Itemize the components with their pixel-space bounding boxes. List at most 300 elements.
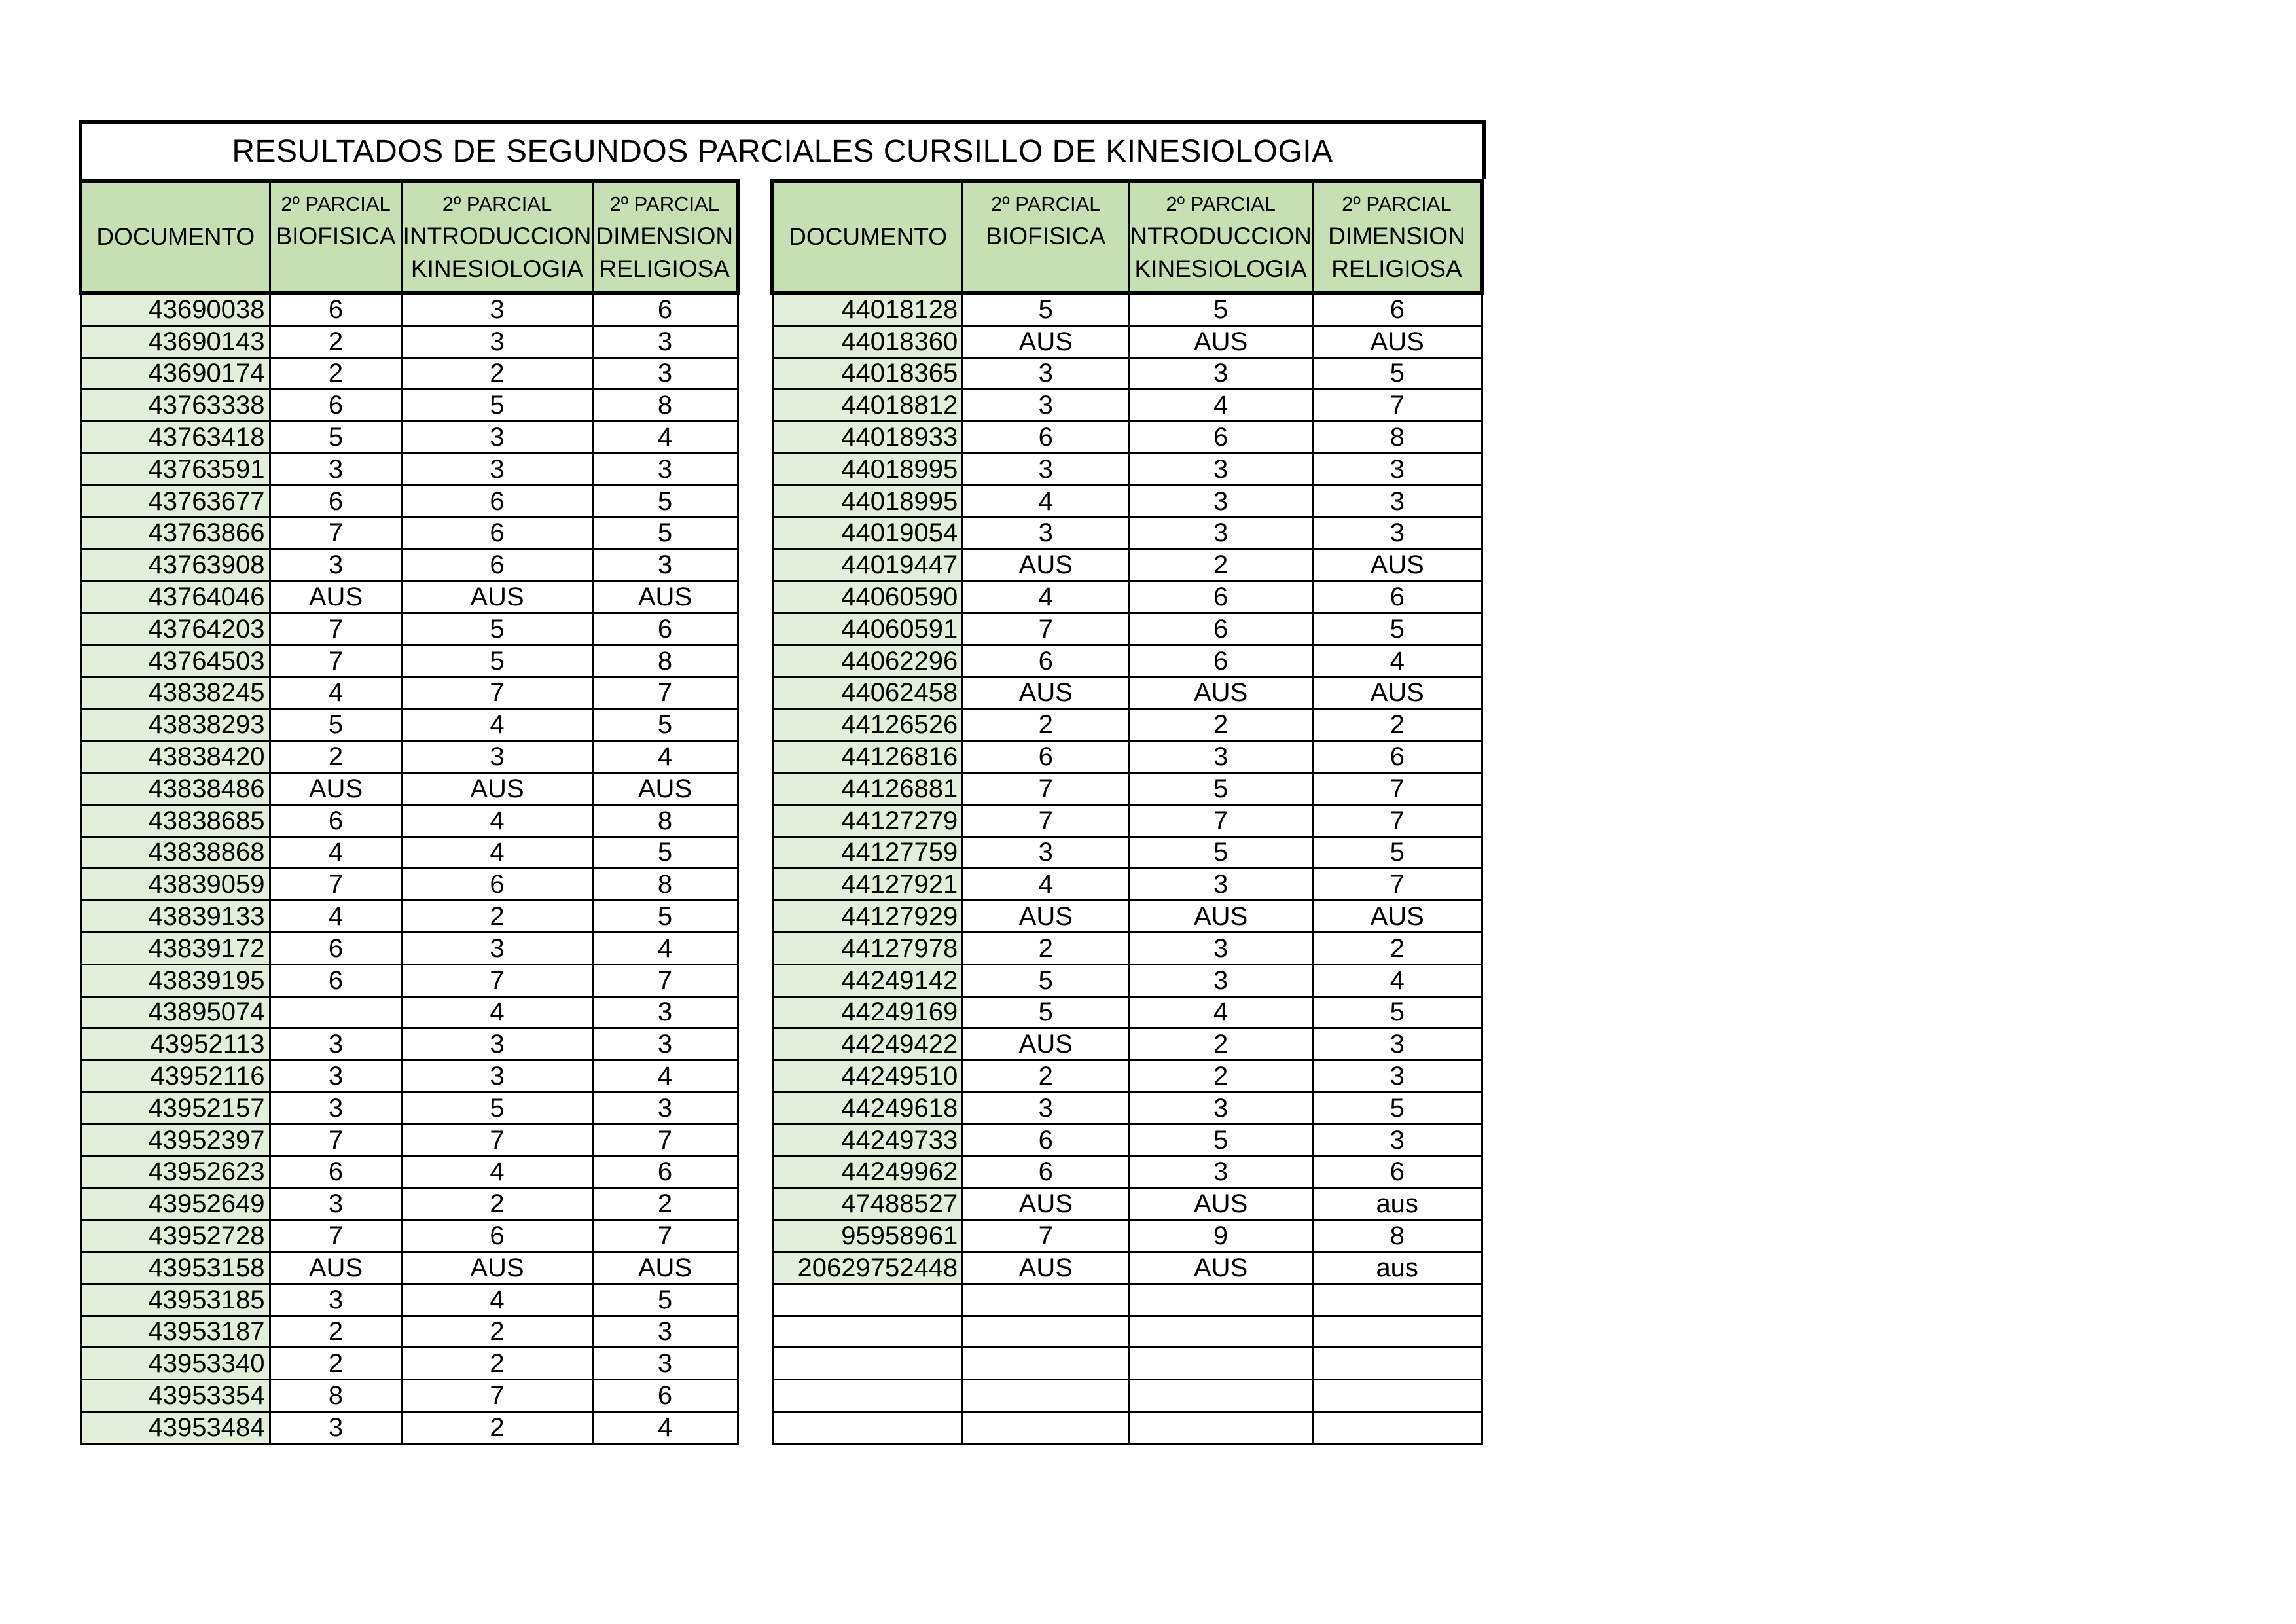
introduccion-cell: 5 [1129, 1124, 1312, 1156]
documento-cell: 43895074 [81, 996, 270, 1028]
table-row [772, 901, 1482, 933]
introduccion-cell: AUS [1129, 677, 1312, 709]
table-row [772, 677, 1482, 709]
dimension-cell: AUS [1312, 325, 1482, 357]
introduccion-cell: 4 [402, 1284, 592, 1316]
dimension-cell: 6 [1312, 293, 1482, 325]
introduccion-cell: 3 [1129, 932, 1312, 964]
left-results-table [79, 179, 740, 1445]
introduccion-cell: 3 [1129, 741, 1312, 773]
table-row [772, 422, 1482, 454]
table-row [772, 325, 1482, 357]
documento-cell: 44018128 [772, 293, 963, 325]
introduccion-cell: 2 [402, 901, 592, 933]
dimension-cell: 7 [592, 1124, 738, 1156]
introduccion-cell: 2 [402, 1316, 592, 1348]
dimension-cell: AUS [1312, 677, 1482, 709]
biofisica-cell [963, 1411, 1129, 1443]
documento-cell: 43763866 [81, 517, 270, 549]
table-row [81, 1220, 738, 1252]
table-row [81, 1316, 738, 1348]
introduccion-cell [1129, 1316, 1312, 1348]
biofisica-cell: 4 [963, 581, 1129, 613]
documento-cell: 43953158 [81, 1252, 270, 1284]
biofisica-cell: 7 [963, 613, 1129, 645]
introduccion-cell: 4 [402, 709, 592, 741]
table-row [772, 1380, 1482, 1412]
table-row [81, 517, 738, 549]
documento-cell [772, 1284, 963, 1316]
dimension-cell: 3 [1312, 517, 1482, 549]
table-row [81, 709, 738, 741]
introduccion-cell: AUS [402, 1252, 592, 1284]
documento-cell: 43838868 [81, 837, 270, 869]
introduccion-cell: 3 [402, 325, 592, 357]
introduccion-cell: 3 [402, 1060, 592, 1092]
right-results-table [770, 179, 1484, 1445]
introduccion-cell: 2 [1129, 1060, 1312, 1092]
introduccion-cell: 2 [402, 357, 592, 389]
table-row [772, 772, 1482, 804]
biofisica-cell: AUS [963, 901, 1129, 933]
biofisica-cell: 6 [270, 1156, 402, 1188]
table-row [772, 485, 1482, 517]
table-row [81, 613, 738, 645]
introduccion-cell: 5 [1129, 837, 1312, 869]
biofisica-cell: 5 [963, 293, 1129, 325]
dimension-cell: 3 [592, 549, 738, 581]
biofisica-cell: 5 [270, 709, 402, 741]
biofisica-cell: 7 [270, 869, 402, 901]
introduccion-cell: AUS [402, 772, 592, 804]
introduccion-cell: 5 [402, 613, 592, 645]
biofisica-cell: 6 [270, 293, 402, 325]
biofisica-cell: 6 [270, 485, 402, 517]
introduccion-cell: 2 [1129, 709, 1312, 741]
biofisica-cell: 3 [270, 453, 402, 485]
table-row [772, 1284, 1482, 1316]
documento-cell: 43839059 [81, 869, 270, 901]
documento-cell: 43952116 [81, 1060, 270, 1092]
documento-cell: 44127759 [772, 837, 963, 869]
biofisica-cell: 3 [270, 1060, 402, 1092]
documento-cell: 44126816 [772, 741, 963, 773]
table-row [772, 293, 1482, 325]
header-dimension-religiosa: 2º PARCIAL DIMENSION RELIGIOSA [592, 181, 738, 293]
biofisica-cell: 6 [963, 1156, 1129, 1188]
biofisica-cell [270, 996, 402, 1028]
table-row [772, 804, 1482, 837]
documento-cell: 43763338 [81, 389, 270, 422]
introduccion-cell: 3 [402, 422, 592, 454]
documento-cell: 43953185 [81, 1284, 270, 1316]
biofisica-cell: AUS [963, 1188, 1129, 1220]
introduccion-cell: 2 [402, 1348, 592, 1380]
introduccion-cell: 7 [402, 1380, 592, 1412]
introduccion-cell: AUS [1129, 1188, 1312, 1220]
documento-cell: 44127279 [772, 804, 963, 837]
introduccion-cell: 3 [1129, 453, 1312, 485]
documento-cell: 44060591 [772, 613, 963, 645]
dimension-cell: 8 [1312, 1220, 1482, 1252]
biofisica-cell: 3 [270, 1284, 402, 1316]
introduccion-cell: 5 [1129, 772, 1312, 804]
dimension-cell: 5 [1312, 996, 1482, 1028]
table-row [772, 996, 1482, 1028]
documento-cell: 44018360 [772, 325, 963, 357]
documento-cell: 43952728 [81, 1220, 270, 1252]
table-row [81, 1060, 738, 1092]
table-row [81, 357, 738, 389]
documento-cell: 43838486 [81, 772, 270, 804]
biofisica-cell: 7 [270, 613, 402, 645]
table-row [81, 1411, 738, 1443]
documento-cell: 43838420 [81, 741, 270, 773]
biofisica-cell: 3 [963, 1092, 1129, 1124]
dimension-cell [1312, 1316, 1482, 1348]
introduccion-cell: 6 [1129, 422, 1312, 454]
documento-cell: 44062296 [772, 645, 963, 677]
documento-cell: 43952113 [81, 1028, 270, 1060]
dimension-cell: 4 [1312, 964, 1482, 996]
biofisica-cell: 2 [270, 1348, 402, 1380]
dimension-cell: 3 [592, 1316, 738, 1348]
biofisica-cell: 3 [963, 357, 1129, 389]
documento-cell: 43763908 [81, 549, 270, 581]
introduccion-cell: 7 [402, 964, 592, 996]
documento-cell: 44126526 [772, 709, 963, 741]
table-row [772, 389, 1482, 422]
table-row [81, 645, 738, 677]
documento-cell: 44062458 [772, 677, 963, 709]
table-row [772, 1124, 1482, 1156]
biofisica-cell: 3 [270, 1411, 402, 1443]
dimension-cell: aus [1312, 1252, 1482, 1284]
dimension-cell: aus [1312, 1188, 1482, 1220]
dimension-cell: 6 [592, 613, 738, 645]
biofisica-cell: 4 [270, 901, 402, 933]
table-row [772, 837, 1482, 869]
introduccion-cell: 3 [1129, 964, 1312, 996]
biofisica-cell: 5 [963, 964, 1129, 996]
left-table-body [81, 293, 738, 1443]
table-row [772, 357, 1482, 389]
table-row [81, 325, 738, 357]
dimension-cell: 3 [592, 1348, 738, 1380]
documento-cell: 43838685 [81, 804, 270, 837]
introduccion-cell: 5 [1129, 293, 1312, 325]
biofisica-cell: 3 [270, 1092, 402, 1124]
table-row [81, 293, 738, 325]
introduccion-cell: 7 [402, 1124, 592, 1156]
table-row [772, 1156, 1482, 1188]
documento-cell [772, 1380, 963, 1412]
table-row [81, 1092, 738, 1124]
documento-cell: 95958961 [772, 1220, 963, 1252]
table-row [81, 1028, 738, 1060]
documento-cell: 44018995 [772, 485, 963, 517]
right-table-body [772, 293, 1482, 1443]
biofisica-cell: AUS [963, 549, 1129, 581]
introduccion-cell: 9 [1129, 1220, 1312, 1252]
documento-cell: 43953340 [81, 1348, 270, 1380]
introduccion-cell: 7 [1129, 804, 1312, 837]
introduccion-cell: 5 [402, 389, 592, 422]
dimension-cell: 2 [1312, 932, 1482, 964]
biofisica-cell: 7 [270, 1220, 402, 1252]
dimension-cell: 3 [1312, 1060, 1482, 1092]
dimension-cell: 5 [592, 901, 738, 933]
biofisica-cell: 6 [963, 1124, 1129, 1156]
dimension-cell: 7 [1312, 804, 1482, 837]
introduccion-cell: AUS [1129, 1252, 1312, 1284]
biofisica-cell: AUS [270, 772, 402, 804]
introduccion-cell: 4 [1129, 996, 1312, 1028]
dimension-cell: 4 [592, 422, 738, 454]
dimension-cell: 7 [592, 964, 738, 996]
dimension-cell: 8 [1312, 422, 1482, 454]
dimension-cell: 6 [1312, 581, 1482, 613]
biofisica-cell: 2 [270, 741, 402, 773]
table-row [772, 1252, 1482, 1284]
dimension-cell: 7 [592, 1220, 738, 1252]
introduccion-cell: 2 [402, 1411, 592, 1443]
documento-cell: 44018933 [772, 422, 963, 454]
introduccion-cell: 4 [402, 837, 592, 869]
table-row [81, 677, 738, 709]
table-row [81, 901, 738, 933]
introduccion-cell: 3 [402, 741, 592, 773]
introduccion-cell: 6 [402, 485, 592, 517]
introduccion-cell: 3 [402, 1028, 592, 1060]
dimension-cell [1312, 1411, 1482, 1443]
header-introduccion-kinesiologia: 2º PARCIAL INTRODUCCION KINESIOLOGIA [402, 181, 592, 293]
table-row [772, 1092, 1482, 1124]
biofisica-cell: AUS [270, 581, 402, 613]
dimension-cell: 7 [1312, 389, 1482, 422]
documento-cell: 20629752448 [772, 1252, 963, 1284]
dimension-cell: AUS [1312, 901, 1482, 933]
dimension-cell: AUS [592, 772, 738, 804]
introduccion-cell: 6 [402, 549, 592, 581]
header-documento: DOCUMENTO [81, 181, 270, 293]
documento-cell: 43764503 [81, 645, 270, 677]
table-row [81, 932, 738, 964]
biofisica-cell [963, 1284, 1129, 1316]
biofisica-cell: 2 [270, 357, 402, 389]
documento-cell: 43839195 [81, 964, 270, 996]
documento-cell [772, 1316, 963, 1348]
dimension-cell: 3 [592, 1028, 738, 1060]
documento-cell [772, 1348, 963, 1380]
dimension-cell: AUS [592, 1252, 738, 1284]
documento-cell: 43952623 [81, 1156, 270, 1188]
documento-cell: 44249422 [772, 1028, 963, 1060]
dimension-cell: 6 [1312, 741, 1482, 773]
biofisica-cell: 7 [270, 517, 402, 549]
introduccion-cell: 3 [402, 932, 592, 964]
introduccion-cell: 3 [1129, 869, 1312, 901]
introduccion-cell: 2 [1129, 1028, 1312, 1060]
dimension-cell: 5 [592, 1284, 738, 1316]
header-introduccion-kinesiologia: 2º PARCIAL NTRODUCCION KINESIOLOGIA [1129, 181, 1312, 293]
dimension-cell: 3 [1312, 1124, 1482, 1156]
table-row [81, 1252, 738, 1284]
biofisica-cell: AUS [270, 1252, 402, 1284]
introduccion-cell: 4 [402, 804, 592, 837]
table-row [772, 741, 1482, 773]
dimension-cell: 6 [1312, 1156, 1482, 1188]
dimension-cell: 7 [1312, 869, 1482, 901]
introduccion-cell: 7 [402, 677, 592, 709]
dimension-cell: 8 [592, 645, 738, 677]
documento-cell: 44060590 [772, 581, 963, 613]
table-row [772, 1028, 1482, 1060]
introduccion-cell: 3 [1129, 357, 1312, 389]
biofisica-cell: 6 [270, 932, 402, 964]
introduccion-cell [1129, 1380, 1312, 1412]
table-header-row [772, 181, 1482, 293]
table-row [81, 772, 738, 804]
biofisica-cell: AUS [963, 325, 1129, 357]
biofisica-cell: 3 [963, 389, 1129, 422]
table-header-row [81, 181, 738, 293]
dimension-cell: AUS [592, 581, 738, 613]
introduccion-cell: 6 [402, 869, 592, 901]
introduccion-cell: 5 [402, 645, 592, 677]
dimension-cell: 3 [592, 996, 738, 1028]
introduccion-cell [1129, 1348, 1312, 1380]
table-row [772, 453, 1482, 485]
table-row [772, 1348, 1482, 1380]
table-row [81, 453, 738, 485]
table-row [772, 1060, 1482, 1092]
documento-cell: 43764046 [81, 581, 270, 613]
documento-cell: 43763418 [81, 422, 270, 454]
header-biofisica: 2º PARCIAL BIOFISICA [270, 181, 402, 293]
table-row [772, 869, 1482, 901]
dimension-cell: 3 [592, 1092, 738, 1124]
documento-cell: 43952157 [81, 1092, 270, 1124]
table-row [772, 645, 1482, 677]
dimension-cell: 5 [1312, 837, 1482, 869]
table-row [772, 549, 1482, 581]
introduccion-cell: 3 [1129, 517, 1312, 549]
table-row [81, 996, 738, 1028]
table-row [81, 1380, 738, 1412]
dimension-cell: 4 [1312, 645, 1482, 677]
biofisica-cell: 6 [963, 741, 1129, 773]
documento-cell: 44249962 [772, 1156, 963, 1188]
dimension-cell: 8 [592, 869, 738, 901]
sheet-title: RESULTADOS DE SEGUNDOS PARCIALES CURSILLO DE KINESIOLOGIA [79, 120, 1486, 179]
documento-cell: 43838245 [81, 677, 270, 709]
documento-cell: 44249169 [772, 996, 963, 1028]
introduccion-cell: 4 [402, 996, 592, 1028]
table-row [81, 964, 738, 996]
table-row [81, 485, 738, 517]
introduccion-cell: AUS [402, 581, 592, 613]
dimension-cell: 3 [1312, 453, 1482, 485]
introduccion-cell: 3 [1129, 1092, 1312, 1124]
table-row [81, 869, 738, 901]
biofisica-cell: 6 [270, 964, 402, 996]
introduccion-cell [1129, 1411, 1312, 1443]
dimension-cell [1312, 1380, 1482, 1412]
introduccion-cell: 6 [402, 1220, 592, 1252]
table-row [772, 709, 1482, 741]
dimension-cell: 2 [1312, 709, 1482, 741]
documento-cell: 43953354 [81, 1380, 270, 1412]
introduccion-cell: AUS [1129, 325, 1312, 357]
introduccion-cell: AUS [1129, 901, 1312, 933]
introduccion-cell: 6 [402, 517, 592, 549]
biofisica-cell: 6 [270, 389, 402, 422]
dimension-cell: 5 [592, 837, 738, 869]
documento-cell: 44127929 [772, 901, 963, 933]
dimension-cell: 7 [592, 677, 738, 709]
dimension-cell: 5 [1312, 357, 1482, 389]
table-row [81, 837, 738, 869]
biofisica-cell: 3 [963, 453, 1129, 485]
biofisica-cell: 4 [270, 837, 402, 869]
dimension-cell: 5 [1312, 1092, 1482, 1124]
biofisica-cell: 2 [270, 325, 402, 357]
dimension-cell: 7 [1312, 772, 1482, 804]
biofisica-cell [963, 1380, 1129, 1412]
biofisica-cell: 3 [963, 517, 1129, 549]
dimension-cell: 6 [592, 293, 738, 325]
documento-cell: 44127921 [772, 869, 963, 901]
dimension-cell: 5 [592, 517, 738, 549]
dimension-cell: 5 [592, 485, 738, 517]
dimension-cell: 6 [592, 1380, 738, 1412]
table-row [772, 517, 1482, 549]
dimension-cell: 3 [1312, 485, 1482, 517]
introduccion-cell: 2 [1129, 549, 1312, 581]
table-row [81, 1124, 738, 1156]
documento-cell: 44249510 [772, 1060, 963, 1092]
table-row [772, 1411, 1482, 1443]
table-row [81, 581, 738, 613]
dimension-cell [1312, 1284, 1482, 1316]
biofisica-cell: 6 [270, 804, 402, 837]
dimension-cell: 2 [592, 1188, 738, 1220]
introduccion-cell: 6 [1129, 581, 1312, 613]
dimension-cell: 6 [592, 1156, 738, 1188]
dimension-cell: 3 [592, 325, 738, 357]
biofisica-cell: AUS [963, 1252, 1129, 1284]
documento-cell [772, 1411, 963, 1443]
documento-cell: 43953484 [81, 1411, 270, 1443]
introduccion-cell: 6 [1129, 613, 1312, 645]
documento-cell: 43953187 [81, 1316, 270, 1348]
table-row [81, 1188, 738, 1220]
introduccion-cell: 3 [402, 453, 592, 485]
documento-cell: 43690038 [81, 293, 270, 325]
documento-cell: 43690174 [81, 357, 270, 389]
biofisica-cell [963, 1316, 1129, 1348]
dimension-cell [1312, 1348, 1482, 1380]
biofisica-cell: 2 [270, 1316, 402, 1348]
biofisica-cell: 5 [270, 422, 402, 454]
documento-cell: 44018995 [772, 453, 963, 485]
biofisica-cell: AUS [963, 677, 1129, 709]
documento-cell: 43839172 [81, 932, 270, 964]
table-row [81, 741, 738, 773]
biofisica-cell: 3 [270, 549, 402, 581]
table-row [772, 1220, 1482, 1252]
